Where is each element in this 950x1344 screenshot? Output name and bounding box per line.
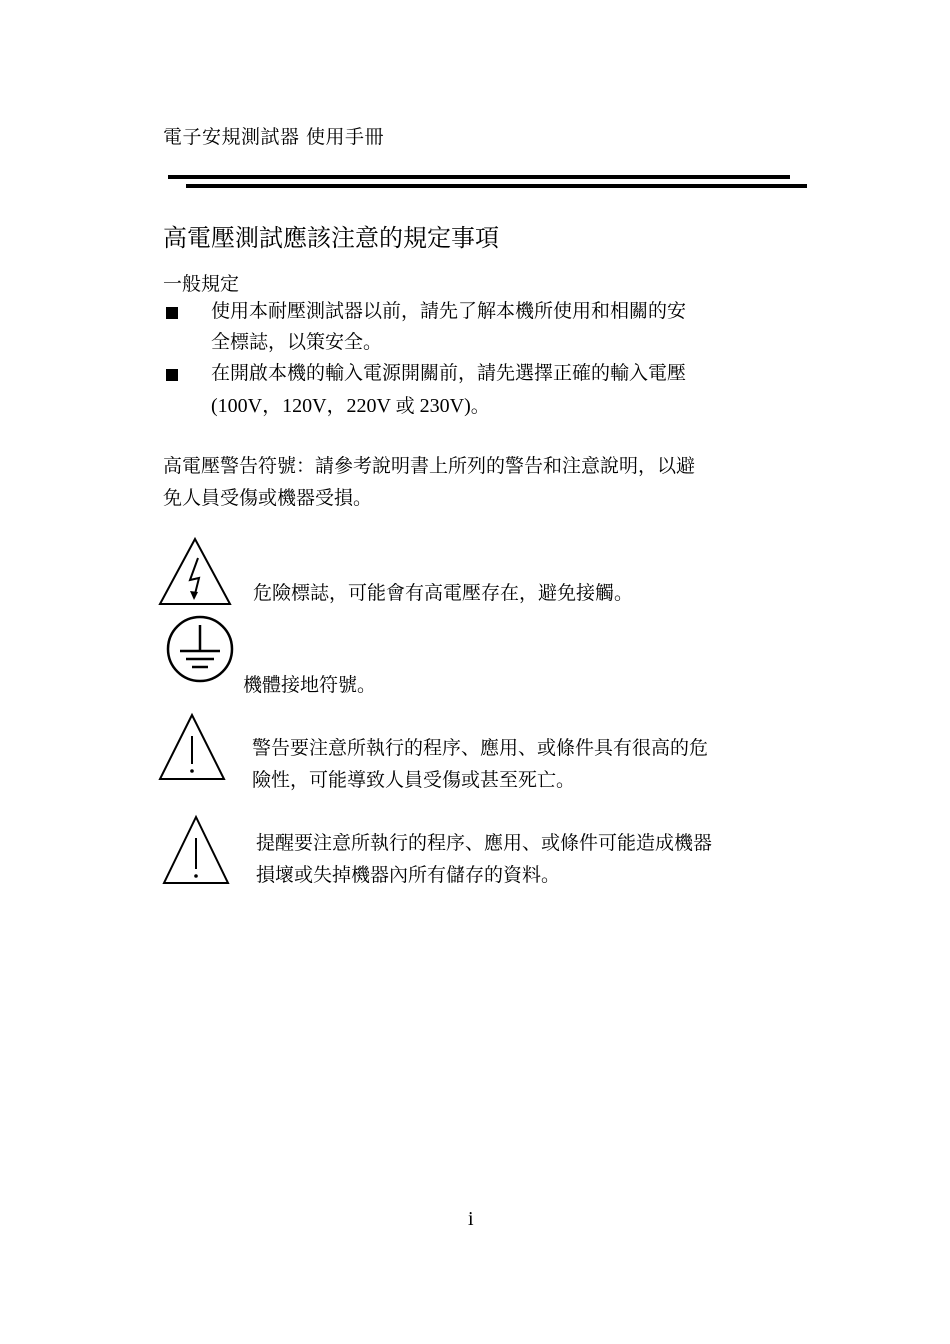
- caution-exclamation-icon: [161, 814, 231, 886]
- voltage-options-close: 230V): [414, 395, 471, 417]
- warning-description-line-1: 警告要注意所執行的程序、應用、或條件具有很高的危: [252, 737, 709, 759]
- caution-description-line-2: 損壞或失掉機器內所有儲存的資料。: [256, 864, 561, 886]
- bullet-1-line-1: 使用本耐壓測試器以前，請先了解本機所使用和相關的安: [211, 300, 687, 322]
- header-rule-top: [168, 175, 790, 179]
- high-voltage-warning-icon: [157, 536, 233, 608]
- warning-exclamation-icon: [157, 712, 227, 782]
- bullet-marker: [166, 307, 178, 319]
- general-rules-heading: 一般規定: [163, 273, 240, 295]
- warning-intro-line-2: 免人員受傷或機器受損。: [163, 487, 373, 509]
- protective-ground-icon: [165, 613, 235, 685]
- bullet-marker: [166, 369, 178, 381]
- bullet-1-line-2: 全標誌，以策安全。: [211, 331, 383, 353]
- voltage-options-or: 或: [395, 395, 415, 417]
- manual-title: 電子安規測試器 使用手冊: [163, 126, 385, 148]
- voltage-options-end: 。: [470, 395, 490, 417]
- danger-symbol-description: 危險標誌，可能會有高電壓存在，避免接觸。: [253, 582, 634, 604]
- ground-symbol-description: 機體接地符號。: [243, 674, 377, 696]
- header-rule-bottom: [186, 184, 807, 188]
- voltage-options-open: (100V，120V，220V: [211, 395, 396, 417]
- section-title: 高電壓測試應該注意的規定事項: [163, 224, 499, 252]
- page-number: i: [468, 1208, 474, 1230]
- bullet-2-line-1: 在開啟本機的輸入電源開關前，請先選擇正確的輸入電壓: [211, 362, 687, 384]
- bullet-2-line-2: [211, 391, 490, 422]
- warning-description-line-2: 險性，可能導致人員受傷或甚至死亡。: [252, 769, 576, 791]
- caution-description-line-1: 提醒要注意所執行的程序、應用、或條件可能造成機器: [256, 832, 713, 854]
- warning-intro-line-1: 高電壓警告符號：請參考說明書上所列的警告和注意說明，以避: [163, 455, 696, 477]
